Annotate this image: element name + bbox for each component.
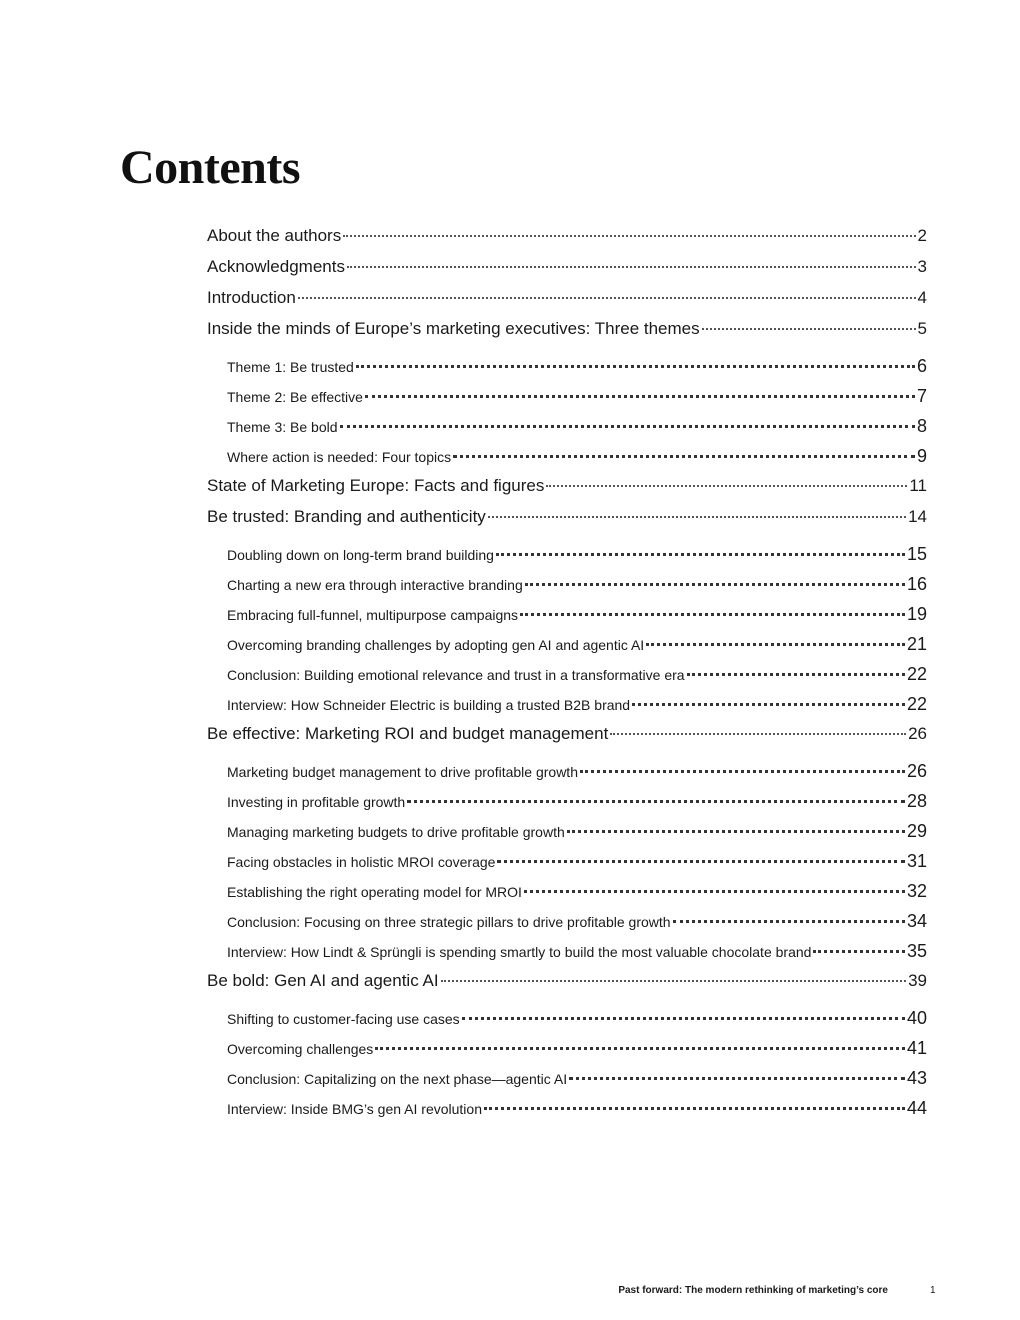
toc-entry-page-number: 2 — [917, 226, 927, 245]
toc-section-link[interactable] — [207, 284, 927, 315]
toc-entry-label: Interview: How Lindt & Sprüngli is spending smartly to build the most valuable chocolate brand — [227, 944, 812, 960]
toc-entry-page-number: 5 — [917, 319, 927, 338]
toc-entry-page-number: 35 — [906, 941, 927, 961]
toc-dot-leader — [347, 266, 916, 268]
toc-entry-label: Be bold: Gen AI and agentic AI — [207, 971, 439, 990]
toc-entry-page-number: 44 — [906, 1098, 927, 1118]
toc-entry-label: Facing obstacles in holistic MROI coverage — [227, 854, 496, 870]
toc-entry-label: Overcoming branding challenges by adopting gen AI and agentic AI — [227, 637, 645, 653]
toc-subsection-link[interactable] — [207, 570, 927, 600]
toc-entry-page-number: 43 — [906, 1068, 927, 1088]
toc-entry-label: Charting a new era through interactive branding — [227, 577, 523, 593]
toc-subsection-link[interactable] — [207, 1004, 927, 1034]
toc-section-link[interactable] — [207, 503, 927, 534]
toc-entry-page-number: 32 — [906, 881, 927, 901]
toc-entry-page-number: 21 — [906, 634, 927, 654]
toc-entry-page-number: 22 — [906, 664, 927, 684]
toc-entry-label: Conclusion: Capitalizing on the next phase—agentic AI — [227, 1071, 568, 1087]
toc-entry-label: Be trusted: Branding and authenticity — [207, 507, 486, 526]
toc-entry-page-number: 6 — [916, 356, 927, 376]
toc-dot-leader — [632, 703, 905, 706]
toc-entry-label: Overcoming challenges — [227, 1041, 374, 1057]
toc-entry-page-number: 28 — [906, 791, 927, 811]
toc-dot-leader — [484, 1107, 905, 1110]
toc-entry-page-number: 3 — [917, 257, 927, 276]
toc-dot-leader — [673, 920, 905, 923]
toc-subsection-link[interactable] — [207, 937, 927, 967]
toc-dot-leader — [646, 643, 905, 646]
toc-entry-page-number: 8 — [916, 416, 927, 436]
toc-dot-leader — [356, 365, 915, 368]
toc-entry-page-number: 26 — [908, 724, 927, 743]
toc-subsection-link[interactable] — [207, 787, 927, 817]
page-title: Contents — [120, 141, 301, 194]
toc-entry-label: Introduction — [207, 288, 296, 307]
toc-subsection-link[interactable] — [207, 757, 927, 787]
toc-section-link[interactable] — [207, 720, 927, 751]
toc-subsection-link[interactable] — [207, 382, 927, 412]
toc-subsection-link[interactable] — [207, 412, 927, 442]
toc-entry-page-number: 34 — [906, 911, 927, 931]
toc-entry-page-number: 15 — [906, 544, 927, 564]
toc-section-link[interactable] — [207, 967, 927, 998]
toc-section-link[interactable] — [207, 315, 927, 346]
toc-entry-label: Embracing full-funnel, multipurpose campaigns — [227, 607, 519, 623]
toc-subsection-link[interactable] — [207, 1064, 927, 1094]
toc-dot-leader — [525, 583, 905, 586]
toc-dot-leader — [343, 235, 915, 237]
toc-section-link[interactable] — [207, 253, 927, 284]
toc-section-link[interactable] — [207, 472, 927, 503]
toc-subsection-link[interactable] — [207, 442, 927, 472]
toc-entry-page-number: 22 — [906, 694, 927, 714]
toc-dot-leader — [298, 297, 916, 299]
page-footer — [0, 1285, 1020, 1301]
toc-entry-label: Inside the minds of Europe’s marketing executives: Three themes — [207, 319, 700, 338]
toc-subsection-link[interactable] — [207, 660, 927, 690]
toc-entry-page-number: 19 — [906, 604, 927, 624]
toc-subsection-link[interactable] — [207, 1034, 927, 1064]
toc-dot-leader — [520, 613, 905, 616]
toc-entry-label: Marketing budget management to drive profitable growth — [227, 764, 578, 780]
toc-entry-page-number: 39 — [908, 971, 927, 990]
toc-entry-page-number: 4 — [917, 288, 927, 307]
toc-entry-page-number: 9 — [916, 446, 927, 466]
toc-subsection-link[interactable] — [207, 540, 927, 570]
toc-dot-leader — [813, 950, 905, 953]
toc-dot-leader — [567, 830, 905, 833]
toc-entry-label: Conclusion: Focusing on three strategic pillars to drive profitable growth — [227, 914, 671, 930]
toc-dot-leader — [610, 733, 906, 735]
toc-entry-label: Managing marketing budgets to drive profitable growth — [227, 824, 565, 840]
toc-entry-label: State of Marketing Europe: Facts and figures — [207, 476, 545, 495]
toc-dot-leader — [687, 673, 905, 676]
toc-subsection-link[interactable] — [207, 690, 927, 720]
toc-entry-page-number: 26 — [906, 761, 927, 781]
toc-dot-leader — [497, 860, 905, 863]
toc-subsection-link[interactable] — [207, 847, 927, 877]
toc-entry-label: Shifting to customer-facing use cases — [227, 1011, 460, 1027]
toc-entry-label: Theme 2: Be effective — [227, 389, 363, 405]
toc-dot-leader — [365, 395, 915, 398]
toc-subsection-link[interactable] — [207, 877, 927, 907]
toc-section-link[interactable] — [207, 222, 927, 253]
toc-dot-leader — [441, 980, 907, 982]
toc-entry-page-number: 29 — [906, 821, 927, 841]
toc-dot-leader — [407, 800, 905, 803]
toc-entry-label: Interview: How Schneider Electric is building a trusted B2B brand — [227, 697, 631, 713]
toc-subsection-link[interactable] — [207, 352, 927, 382]
toc-entry-label: About the authors — [207, 226, 342, 245]
toc-entry-page-number: 40 — [906, 1008, 927, 1028]
toc-dot-leader — [546, 485, 907, 487]
toc-entry-page-number: 41 — [906, 1038, 927, 1058]
toc-dot-leader — [702, 328, 916, 330]
toc-subsection-link[interactable] — [207, 1094, 927, 1124]
toc-subsection-link[interactable] — [207, 907, 927, 937]
footer-title: Past forward: The modern rethinking of marketing’s core — [618, 1285, 888, 1296]
toc-dot-leader — [569, 1077, 905, 1080]
toc-dot-leader — [524, 890, 905, 893]
toc-dot-leader — [453, 455, 915, 458]
toc-entry-label: Acknowledgments — [207, 257, 345, 276]
toc-dot-leader — [496, 553, 905, 556]
toc-entry-page-number: 11 — [909, 476, 927, 495]
toc-entry-page-number: 31 — [906, 851, 927, 871]
toc-subsection-link[interactable] — [207, 600, 927, 630]
toc-entry-label: Interview: Inside BMG’s gen AI revolution — [227, 1101, 482, 1117]
toc-entry-label: Doubling down on long-term brand building — [227, 547, 494, 563]
toc-entry-label: Be effective: Marketing ROI and budget management — [207, 724, 609, 743]
toc-entry-label: Where action is needed: Four topics — [227, 449, 452, 465]
toc-entry-label: Theme 3: Be bold — [227, 419, 338, 435]
table-of-contents — [207, 222, 927, 1124]
toc-entry-page-number: 16 — [906, 574, 927, 594]
toc-entry-page-number: 14 — [908, 507, 927, 526]
toc-entry-label: Establishing the right operating model for MROI — [227, 884, 522, 900]
toc-entry-page-number: 7 — [916, 386, 927, 406]
toc-dot-leader — [375, 1047, 905, 1050]
toc-entry-label: Conclusion: Building emotional relevance and trust in a transformative era — [227, 667, 685, 683]
toc-entry-label: Investing in profitable growth — [227, 794, 406, 810]
footer-page-number: 1 — [930, 1285, 936, 1296]
toc-dot-leader — [580, 770, 905, 773]
toc-dot-leader — [488, 516, 906, 518]
toc-subsection-link[interactable] — [207, 817, 927, 847]
toc-subsection-link[interactable] — [207, 630, 927, 660]
toc-dot-leader — [340, 425, 915, 428]
toc-entry-label: Theme 1: Be trusted — [227, 359, 354, 375]
toc-dot-leader — [462, 1017, 905, 1020]
